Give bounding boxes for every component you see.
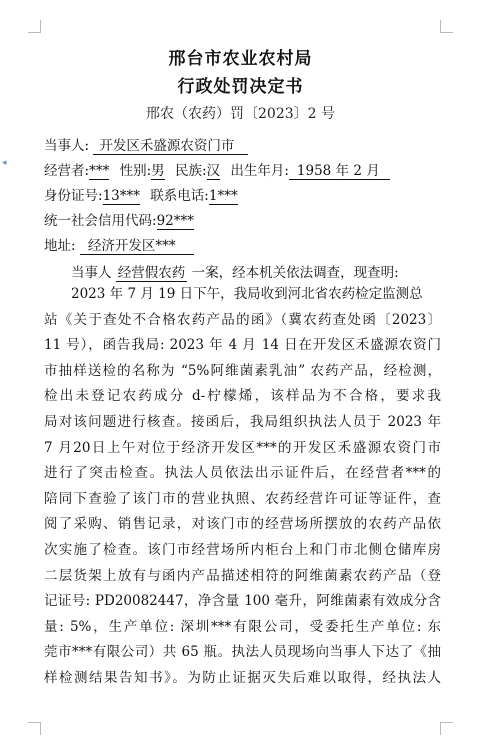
paragraph-line: 莞市***有限公司）共 65 瓶。执法人员现场向当事人下达了《抽 <box>44 644 441 661</box>
party-name-value: 开发区禾盛源农资门市 <box>93 139 248 155</box>
id-phone-line <box>44 184 238 205</box>
document-number: 邢农（农药）罚〔2023〕2 号 <box>146 106 335 122</box>
phone-label: 联系电话: <box>150 188 209 204</box>
operator-value: *** <box>89 163 110 179</box>
paragraph-line: 量: 5%，生产单位: 深圳***有限公司，受委托生产单位: 东 <box>44 618 441 635</box>
paragraph-line: 进行了突击检查。执法人员依法出示证件后，在经营者***的 <box>44 465 441 482</box>
crop-mark-top-right <box>440 20 453 33</box>
gender-value: 男 <box>151 163 165 179</box>
agency-title: 邢台市农业农村局 <box>168 49 313 69</box>
id-value: 13*** <box>102 188 140 204</box>
crop-mark-bottom-left <box>28 722 41 735</box>
crop-mark-top-left <box>28 20 41 33</box>
paragraph-line: 二层货架上放有与函内产品描述相符的阿维菌素农药产品（登 <box>44 567 441 584</box>
paragraph-line: 检出未登记农药成分 d-柠檬烯，该样品为不合格，要求我 <box>44 388 441 405</box>
credit-code-value: 92*** <box>156 213 194 229</box>
paragraph-line: 次实施了检查。该门市经营场所内柜台上和门市北侧仓储库房 <box>44 541 441 558</box>
operator-label: 经营者: <box>44 163 90 179</box>
address-line <box>44 234 194 255</box>
paragraph-line: 记证号: PD20082447，净含量 100 毫升，阿维菌素有效成分含 <box>44 593 441 610</box>
case-intro-pre: 当事人 <box>71 265 112 281</box>
document-title: 行政处罚决定书 <box>177 77 304 97</box>
ethnicity-value: 汉 <box>206 163 221 179</box>
ethnicity-label: 民族: <box>174 163 207 179</box>
paragraph-line: 阅了采购、销售记录，对该门市的经营场所摆放的农药产品依 <box>44 516 441 533</box>
address-label: 地址: <box>44 238 76 254</box>
credit-code-label: 统一社会信用代码: <box>44 213 157 229</box>
paragraph-line: 11 号），函告我局: 2023 年 4 月 14 日在开发区禾盛源农资门 <box>44 337 441 354</box>
credit-code-line <box>44 209 194 230</box>
findings-paragraph <box>44 282 441 692</box>
paragraph-line: 2023 年 7 月 19 日下午，我局收到河北省农药检定监测总 <box>71 286 423 302</box>
birth-label: 出生年月: <box>230 163 289 179</box>
party-name-line <box>44 134 248 155</box>
crop-mark-bottom-right <box>440 722 453 735</box>
address-value: 经济开发区*** <box>80 239 194 255</box>
case-intro-line <box>71 261 399 282</box>
case-type-value: 经营假农药 <box>117 265 186 281</box>
paragraph-line: 市抽样送检的名称为 “5%阿维菌素乳油” 农药产品，经检测， <box>44 362 441 379</box>
paragraph-line: 样检测结果告知书》。为防止证据灭失后难以取得，经执法人 <box>44 669 441 686</box>
phone-value: 1*** <box>208 188 238 204</box>
id-label: 身份证号: <box>44 188 103 204</box>
gender-label: 性别: <box>119 163 152 179</box>
party-name-label: 当事人: <box>44 138 90 154</box>
paragraph-line: 局对该问题进行核查。接函后，我局组织执法人员于 2023 年 <box>44 413 441 430</box>
operator-line <box>44 159 390 180</box>
paragraph-line: 7 月20日上午对位于经济开发区***的开发区禾盛源农资门市 <box>44 439 441 456</box>
paragraph-line: 站《关于查处不合格农药产品的函》（冀农药查处函〔2023〕 <box>44 311 441 328</box>
paragraph-line: 陪同下查验了该门市的营业执照、农药经营许可证等证件，查 <box>44 490 441 507</box>
birth-value: 1958 年 2 月 <box>289 164 390 180</box>
collapse-arrow-icon[interactable]: ◂ <box>2 158 7 168</box>
case-intro-post: 一案，经本机关依法调查，现查明: <box>191 265 399 281</box>
